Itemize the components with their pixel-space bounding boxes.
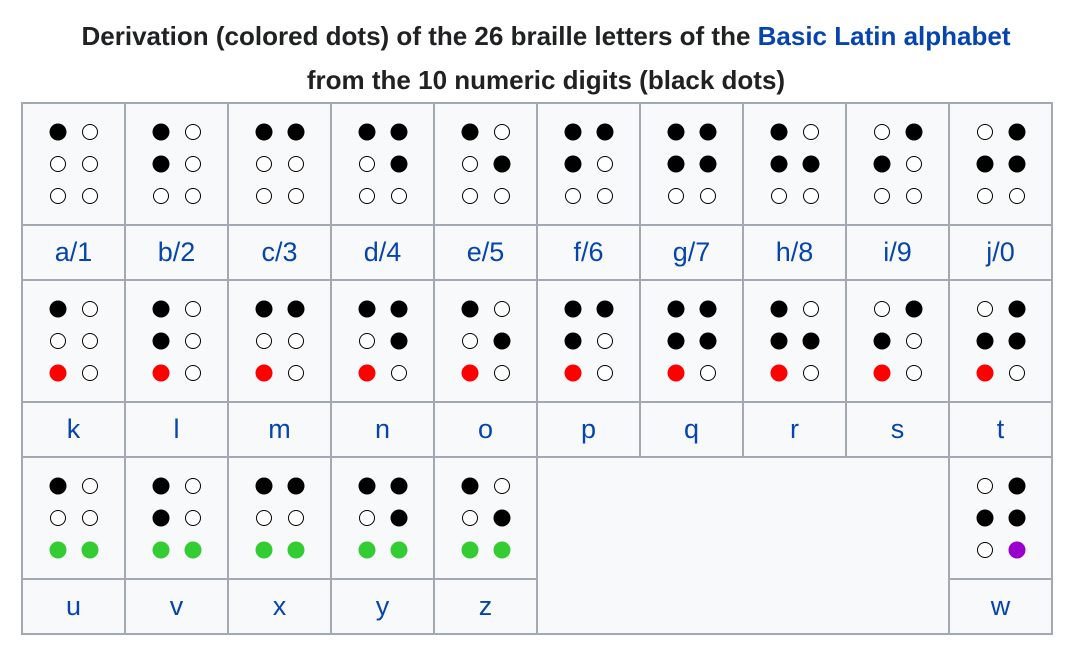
- braille-dot-open: [185, 511, 200, 526]
- braille-dot-open: [153, 189, 168, 204]
- braille-cell: [846, 103, 949, 225]
- braille-dot-black: [152, 156, 169, 173]
- braille-cell: [331, 103, 434, 225]
- braille-cell: [640, 103, 743, 225]
- braille-cell: [228, 457, 331, 579]
- braille-cell: [331, 457, 434, 579]
- braille-letter-link[interactable]: x: [272, 591, 287, 621]
- braille-cell: [22, 280, 125, 402]
- braille-dot-red: [873, 365, 890, 382]
- braille-dot-open: [906, 334, 921, 349]
- braille-dot-black: [770, 333, 787, 350]
- braille-dot-black: [358, 124, 375, 141]
- braille-dot-open: [82, 157, 97, 172]
- braille-cell-dots: [662, 118, 722, 210]
- braille-dot-open: [597, 189, 612, 204]
- braille-cell-dots: [868, 295, 928, 387]
- braille-dot-red: [358, 365, 375, 382]
- braille-dot-open: [288, 511, 303, 526]
- braille-cell-dots: [353, 118, 413, 210]
- braille-dot-open: [494, 479, 509, 494]
- braille-dot-black: [802, 156, 819, 173]
- braille-cell: [228, 280, 331, 402]
- braille-cells-row: [22, 457, 1052, 579]
- braille-letter-cell: [434, 402, 537, 457]
- braille-dot-black: [390, 510, 407, 527]
- braille-dot-black: [699, 333, 716, 350]
- braille-dot-purple: [1008, 542, 1025, 559]
- braille-cell-dots: [456, 295, 516, 387]
- braille-cell: [949, 457, 1052, 579]
- braille-cell-dots: [971, 472, 1031, 564]
- braille-letter-link[interactable]: e/5: [466, 237, 505, 267]
- braille-dot-open: [288, 189, 303, 204]
- braille-dot-open: [462, 334, 477, 349]
- braille-dot-red: [564, 365, 581, 382]
- braille-dot-open: [977, 543, 992, 558]
- braille-letter-link[interactable]: f/6: [573, 237, 604, 267]
- braille-cell-dots: [147, 472, 207, 564]
- braille-dot-open: [288, 157, 303, 172]
- braille-dot-black: [390, 301, 407, 318]
- braille-dot-green: [81, 542, 98, 559]
- braille-dot-black: [493, 333, 510, 350]
- empty-cell: [537, 457, 949, 634]
- braille-dot-black: [699, 124, 716, 141]
- braille-dot-black: [390, 124, 407, 141]
- braille-dot-black: [390, 333, 407, 350]
- braille-letter-cell: [949, 225, 1052, 280]
- braille-dot-black: [493, 510, 510, 527]
- braille-dot-open: [874, 125, 889, 140]
- braille-dot-open: [288, 366, 303, 381]
- braille-dot-black: [667, 124, 684, 141]
- braille-cell-dots: [456, 118, 516, 210]
- braille-dot-black: [287, 478, 304, 495]
- braille-dot-open: [82, 302, 97, 317]
- braille-letter-link[interactable]: o: [477, 414, 494, 444]
- braille-dot-open: [977, 302, 992, 317]
- braille-cell: [434, 457, 537, 579]
- braille-letter-cell: [743, 225, 846, 280]
- braille-dot-open: [256, 511, 271, 526]
- braille-cell: [640, 280, 743, 402]
- braille-dot-open: [803, 189, 818, 204]
- braille-dot-red: [152, 365, 169, 382]
- braille-dot-open: [700, 366, 715, 381]
- caption-text-after: from the 10 numeric digits (black dots): [306, 65, 786, 95]
- braille-cell-dots: [662, 295, 722, 387]
- braille-dot-green: [255, 542, 272, 559]
- braille-cell: [331, 280, 434, 402]
- braille-cell-dots: [765, 295, 825, 387]
- braille-dot-open: [50, 157, 65, 172]
- braille-letter-cell: [228, 225, 331, 280]
- braille-dot-black: [667, 333, 684, 350]
- braille-dot-red: [770, 365, 787, 382]
- braille-dot-red: [255, 365, 272, 382]
- braille-dot-open: [288, 334, 303, 349]
- braille-dot-red: [461, 365, 478, 382]
- braille-cell: [434, 280, 537, 402]
- braille-dot-black: [152, 510, 169, 527]
- braille-cell-dots: [353, 295, 413, 387]
- braille-dot-green: [493, 542, 510, 559]
- braille-cell: [537, 280, 640, 402]
- braille-cell-dots: [147, 118, 207, 210]
- braille-dot-black: [461, 124, 478, 141]
- braille-dot-open: [668, 189, 683, 204]
- braille-dot-open: [1009, 189, 1024, 204]
- braille-dot-black: [976, 156, 993, 173]
- braille-cell-dots: [147, 295, 207, 387]
- braille-dot-black: [152, 333, 169, 350]
- braille-letter-cell: [22, 225, 125, 280]
- braille-cells-row: [22, 280, 1052, 402]
- braille-cell: [22, 103, 125, 225]
- braille-dot-open: [256, 189, 271, 204]
- braille-dot-green: [287, 542, 304, 559]
- braille-cell: [743, 103, 846, 225]
- braille-derivation-table: [21, 102, 1053, 635]
- braille-letter-cell: [434, 225, 537, 280]
- braille-letter-link[interactable]: q: [683, 414, 700, 444]
- braille-dot-open: [494, 125, 509, 140]
- table-caption: [0, 0, 1092, 102]
- braille-dot-black: [461, 478, 478, 495]
- braille-dot-black: [49, 124, 66, 141]
- braille-dot-open: [256, 157, 271, 172]
- braille-dot-red: [667, 365, 684, 382]
- braille-letter-link[interactable]: p: [580, 414, 597, 444]
- braille-letter-link[interactable]: h/8: [775, 237, 814, 267]
- braille-letter-link[interactable]: a/1: [54, 237, 93, 267]
- braille-dot-black: [1008, 156, 1025, 173]
- braille-dot-black: [596, 301, 613, 318]
- braille-cell: [743, 280, 846, 402]
- braille-dot-black: [1008, 478, 1025, 495]
- braille-cell: [125, 280, 228, 402]
- braille-dot-open: [494, 302, 509, 317]
- braille-cell-dots: [44, 118, 104, 210]
- braille-cell: [846, 280, 949, 402]
- braille-dot-open: [977, 479, 992, 494]
- braille-letter-cell: [743, 402, 846, 457]
- braille-letter-cell: [949, 402, 1052, 457]
- braille-dot-black: [564, 124, 581, 141]
- braille-letter-cell: [125, 225, 228, 280]
- braille-dot-green: [358, 542, 375, 559]
- braille-dot-green: [390, 542, 407, 559]
- braille-dot-open: [82, 511, 97, 526]
- braille-cell-dots: [250, 295, 310, 387]
- braille-letter-link[interactable]: c/3: [261, 237, 298, 267]
- braille-dot-black: [255, 301, 272, 318]
- braille-dot-open: [906, 366, 921, 381]
- braille-dot-black: [564, 333, 581, 350]
- braille-letter-cell: [846, 402, 949, 457]
- braille-letter-link[interactable]: t: [996, 414, 1005, 444]
- braille-cell-dots: [456, 472, 516, 564]
- braille-dot-open: [462, 157, 477, 172]
- braille-letter-link[interactable]: y: [375, 591, 390, 621]
- braille-cell-dots: [44, 295, 104, 387]
- braille-dot-open: [185, 302, 200, 317]
- braille-dot-black: [493, 156, 510, 173]
- braille-dot-open: [874, 189, 889, 204]
- braille-dot-open: [391, 189, 406, 204]
- braille-dot-open: [82, 189, 97, 204]
- braille-dot-open: [185, 366, 200, 381]
- braille-letter-cell: [228, 402, 331, 457]
- braille-dot-open: [359, 334, 374, 349]
- braille-letter-cell: [537, 402, 640, 457]
- braille-dot-black: [49, 478, 66, 495]
- braille-letter-cell: [125, 579, 228, 634]
- braille-dot-black: [152, 301, 169, 318]
- braille-letter-link[interactable]: j/0: [986, 237, 1015, 267]
- braille-dot-open: [359, 157, 374, 172]
- braille-dot-open: [82, 366, 97, 381]
- braille-dot-black: [976, 510, 993, 527]
- braille-letter-cell: [22, 402, 125, 457]
- braille-letter-cell: [331, 579, 434, 634]
- braille-letter-link[interactable]: u: [65, 591, 82, 621]
- braille-cell: [949, 280, 1052, 402]
- braille-dot-open: [50, 511, 65, 526]
- braille-dot-open: [185, 479, 200, 494]
- braille-dot-black: [1008, 124, 1025, 141]
- braille-dot-black: [976, 333, 993, 350]
- braille-dot-black: [390, 478, 407, 495]
- braille-dot-open: [597, 366, 612, 381]
- braille-dot-black: [152, 124, 169, 141]
- braille-cell: [22, 457, 125, 579]
- braille-cell: [125, 457, 228, 579]
- braille-dot-black: [461, 301, 478, 318]
- braille-letter-link[interactable]: l: [173, 414, 180, 444]
- braille-letter-cell: [125, 402, 228, 457]
- braille-dot-open: [185, 334, 200, 349]
- braille-dot-black: [1008, 333, 1025, 350]
- braille-dot-black: [152, 478, 169, 495]
- braille-dot-black: [873, 156, 890, 173]
- braille-letter-cell: [228, 579, 331, 634]
- braille-cell-dots: [765, 118, 825, 210]
- braille-cell: [537, 103, 640, 225]
- braille-dot-black: [770, 301, 787, 318]
- braille-dot-green: [152, 542, 169, 559]
- braille-dot-open: [803, 302, 818, 317]
- braille-dot-open: [494, 189, 509, 204]
- braille-dot-black: [390, 156, 407, 173]
- braille-labels-row: [22, 402, 1052, 457]
- braille-dot-open: [803, 125, 818, 140]
- braille-letter-link[interactable]: n: [374, 414, 391, 444]
- braille-dot-open: [391, 366, 406, 381]
- braille-dot-black: [905, 124, 922, 141]
- braille-letter-cell: [846, 225, 949, 280]
- braille-cell: [434, 103, 537, 225]
- braille-dot-black: [1008, 301, 1025, 318]
- braille-dot-open: [906, 157, 921, 172]
- braille-letter-link[interactable]: k: [66, 414, 81, 444]
- braille-dot-black: [287, 124, 304, 141]
- braille-letter-cell: [640, 225, 743, 280]
- braille-cells-row: [22, 103, 1052, 225]
- braille-letter-link[interactable]: s: [890, 414, 905, 444]
- braille-dot-open: [977, 189, 992, 204]
- braille-dot-open: [185, 125, 200, 140]
- braille-dot-open: [977, 125, 992, 140]
- braille-dot-open: [803, 366, 818, 381]
- braille-dot-black: [49, 301, 66, 318]
- braille-dot-open: [1009, 366, 1024, 381]
- braille-letter-link[interactable]: g/7: [672, 237, 711, 267]
- braille-dot-open: [185, 157, 200, 172]
- braille-dot-black: [564, 301, 581, 318]
- braille-cell-dots: [250, 472, 310, 564]
- braille-dot-black: [699, 156, 716, 173]
- braille-cell-dots: [559, 118, 619, 210]
- caption-text-before: Derivation (colored dots) of the 26 braille letters of the: [81, 21, 758, 51]
- braille-letter-link[interactable]: r: [790, 414, 799, 444]
- braille-dot-black: [358, 478, 375, 495]
- braille-dot-green: [461, 542, 478, 559]
- braille-dot-open: [874, 302, 889, 317]
- braille-dot-black: [770, 124, 787, 141]
- braille-dot-open: [359, 189, 374, 204]
- braille-letter-cell: [640, 402, 743, 457]
- braille-cell: [228, 103, 331, 225]
- braille-dot-open: [565, 189, 580, 204]
- braille-dot-black: [770, 156, 787, 173]
- braille-dot-open: [700, 189, 715, 204]
- braille-dot-open: [256, 334, 271, 349]
- braille-dot-black: [667, 156, 684, 173]
- braille-dot-open: [462, 189, 477, 204]
- braille-dot-green: [49, 542, 66, 559]
- braille-dot-open: [185, 189, 200, 204]
- braille-letter-cell: [537, 225, 640, 280]
- braille-cell-dots: [353, 472, 413, 564]
- braille-dot-open: [494, 366, 509, 381]
- braille-cell-dots: [971, 118, 1031, 210]
- braille-dot-open: [597, 157, 612, 172]
- braille-cell-dots: [250, 118, 310, 210]
- braille-letter-cell: [22, 579, 125, 634]
- braille-dot-black: [873, 333, 890, 350]
- braille-labels-row: [22, 225, 1052, 280]
- braille-dot-red: [976, 365, 993, 382]
- braille-letter-cell: [949, 579, 1052, 634]
- braille-letter-link[interactable]: d/4: [363, 237, 402, 267]
- braille-cell-dots: [559, 295, 619, 387]
- braille-dot-open: [82, 334, 97, 349]
- braille-dot-open: [50, 334, 65, 349]
- braille-letter-link[interactable]: b/2: [157, 237, 196, 267]
- braille-dot-black: [564, 156, 581, 173]
- braille-letter-cell: [331, 402, 434, 457]
- braille-dot-open: [771, 189, 786, 204]
- braille-dot-black: [255, 478, 272, 495]
- braille-letter-cell: [331, 225, 434, 280]
- braille-cell-dots: [971, 295, 1031, 387]
- braille-cell-dots: [44, 472, 104, 564]
- braille-dot-black: [255, 124, 272, 141]
- braille-dot-red: [49, 365, 66, 382]
- braille-dot-black: [667, 301, 684, 318]
- braille-cell-dots: [868, 118, 928, 210]
- braille-letter-link[interactable]: v: [169, 591, 184, 621]
- braille-dot-open: [906, 189, 921, 204]
- braille-dot-open: [82, 479, 97, 494]
- braille-dot-open: [359, 511, 374, 526]
- braille-letter-link[interactable]: z: [478, 591, 493, 621]
- braille-letter-link[interactable]: i/9: [883, 237, 912, 267]
- braille-dot-black: [287, 301, 304, 318]
- braille-dot-open: [82, 125, 97, 140]
- braille-dot-black: [905, 301, 922, 318]
- braille-dot-black: [596, 124, 613, 141]
- braille-letter-cell: [434, 579, 537, 634]
- braille-letter-link[interactable]: m: [268, 414, 291, 444]
- braille-dot-black: [1008, 510, 1025, 527]
- basic-latin-alphabet-link[interactable]: Basic Latin alphabet: [757, 21, 1011, 51]
- braille-dot-black: [358, 301, 375, 318]
- braille-cell: [949, 103, 1052, 225]
- braille-dot-black: [699, 301, 716, 318]
- braille-dot-green: [184, 542, 201, 559]
- braille-dot-open: [50, 189, 65, 204]
- braille-cell: [125, 103, 228, 225]
- braille-dot-open: [597, 334, 612, 349]
- braille-dot-open: [462, 511, 477, 526]
- braille-dot-black: [802, 333, 819, 350]
- braille-letter-link[interactable]: w: [990, 591, 1011, 621]
